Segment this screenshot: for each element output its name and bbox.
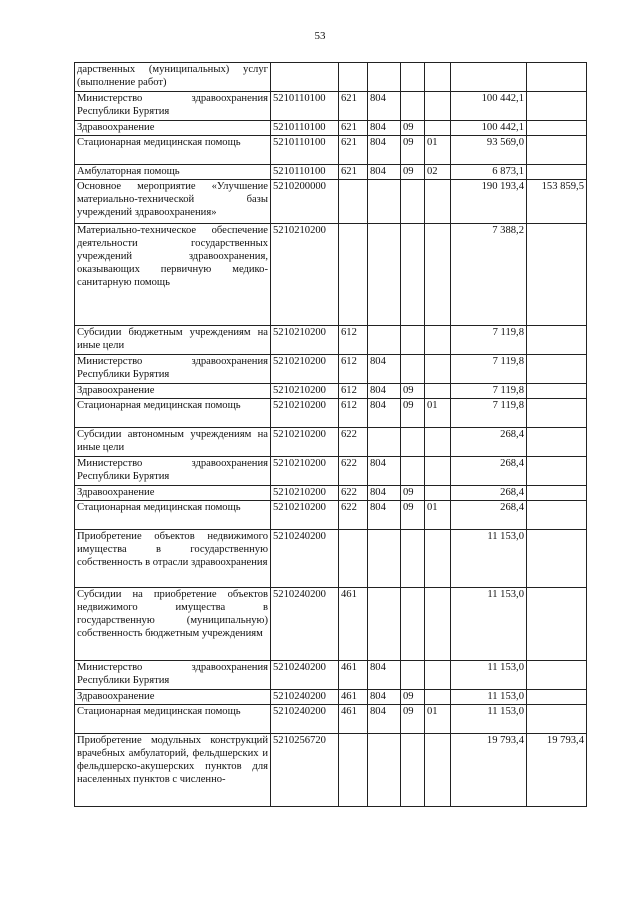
cell-amount: 11 153,0 <box>451 705 527 734</box>
cell-expense-type: 621 <box>339 92 368 121</box>
cell-section: 09 <box>401 384 425 399</box>
cell-section: 09 <box>401 165 425 180</box>
cell-amount-federal <box>527 530 587 588</box>
cell-section <box>401 734 425 807</box>
cell-section <box>401 326 425 355</box>
cell-section: 09 <box>401 399 425 428</box>
cell-section <box>401 92 425 121</box>
cell-amount-federal <box>527 121 587 136</box>
budget-table <box>74 62 587 807</box>
cell-expense-type <box>339 224 368 326</box>
cell-subsection <box>425 92 451 121</box>
cell-amount-federal <box>527 661 587 690</box>
cell-subsection: 01 <box>425 501 451 530</box>
cell-amount-federal <box>527 501 587 530</box>
cell-administrator <box>368 180 401 224</box>
cell-section <box>401 224 425 326</box>
cell-administrator: 804 <box>368 486 401 501</box>
cell-subsection: 01 <box>425 705 451 734</box>
cell-subsection <box>425 486 451 501</box>
cell-subsection: 01 <box>425 399 451 428</box>
table-row <box>75 734 587 807</box>
cell-amount: 7 119,8 <box>451 399 527 428</box>
cell-subsection <box>425 355 451 384</box>
cell-administrator <box>368 530 401 588</box>
cell-target-code: 5210210200 <box>271 486 339 501</box>
cell-name: Стационарная медицинская помощь <box>75 136 271 165</box>
table-row <box>75 457 587 486</box>
cell-expense-type: 622 <box>339 501 368 530</box>
cell-target-code: 5210210200 <box>271 224 339 326</box>
cell-amount-federal <box>527 326 587 355</box>
cell-amount-federal <box>527 457 587 486</box>
table-row <box>75 180 587 224</box>
cell-subsection <box>425 690 451 705</box>
cell-subsection <box>425 384 451 399</box>
cell-subsection <box>425 661 451 690</box>
cell-subsection <box>425 530 451 588</box>
cell-administrator <box>368 63 401 92</box>
cell-amount: 190 193,4 <box>451 180 527 224</box>
cell-administrator: 804 <box>368 384 401 399</box>
table-row <box>75 501 587 530</box>
cell-name: Министерство здравоохранения Республики Бурятия <box>75 355 271 384</box>
cell-target-code <box>271 63 339 92</box>
cell-target-code: 5210210200 <box>271 355 339 384</box>
cell-amount: 268,4 <box>451 501 527 530</box>
cell-amount: 100 442,1 <box>451 92 527 121</box>
cell-expense-type: 621 <box>339 165 368 180</box>
cell-amount: 100 442,1 <box>451 121 527 136</box>
cell-amount: 11 153,0 <box>451 661 527 690</box>
cell-name: Амбулаторная помощь <box>75 165 271 180</box>
cell-administrator: 804 <box>368 399 401 428</box>
budget-table-body <box>75 63 587 807</box>
cell-name: Материально-техническое обеспечение деятельности государственных учреждений здравоохранения, оказывающих первичную медико-санитарную помощь <box>75 224 271 326</box>
cell-administrator: 804 <box>368 690 401 705</box>
cell-expense-type: 622 <box>339 457 368 486</box>
cell-administrator: 804 <box>368 705 401 734</box>
table-row <box>75 355 587 384</box>
table-row <box>75 690 587 705</box>
cell-amount: 19 793,4 <box>451 734 527 807</box>
cell-target-code: 5210110100 <box>271 165 339 180</box>
cell-section <box>401 588 425 661</box>
cell-subsection <box>425 180 451 224</box>
table-row <box>75 326 587 355</box>
cell-section <box>401 355 425 384</box>
cell-amount-federal: 153 859,5 <box>527 180 587 224</box>
cell-expense-type: 612 <box>339 355 368 384</box>
cell-subsection <box>425 63 451 92</box>
cell-amount: 7 388,2 <box>451 224 527 326</box>
table-row <box>75 224 587 326</box>
cell-name: Основное мероприятие «Улучшение материально-технической базы учреждений здравоохранения» <box>75 180 271 224</box>
cell-subsection <box>425 224 451 326</box>
table-row <box>75 428 587 457</box>
cell-subsection <box>425 326 451 355</box>
cell-administrator: 804 <box>368 136 401 165</box>
cell-administrator: 804 <box>368 121 401 136</box>
cell-administrator <box>368 326 401 355</box>
cell-section: 09 <box>401 136 425 165</box>
cell-subsection <box>425 588 451 661</box>
cell-amount: 11 153,0 <box>451 690 527 705</box>
table-row <box>75 92 587 121</box>
cell-name: Стационарная медицинская помощь <box>75 705 271 734</box>
cell-administrator <box>368 224 401 326</box>
cell-subsection: 01 <box>425 136 451 165</box>
cell-amount: 7 119,8 <box>451 326 527 355</box>
cell-target-code: 5210210200 <box>271 457 339 486</box>
table-row <box>75 661 587 690</box>
cell-amount-federal: 19 793,4 <box>527 734 587 807</box>
cell-administrator: 804 <box>368 661 401 690</box>
cell-section: 09 <box>401 690 425 705</box>
cell-amount-federal <box>527 384 587 399</box>
cell-target-code: 5210210200 <box>271 428 339 457</box>
cell-expense-type: 461 <box>339 661 368 690</box>
cell-target-code: 5210240200 <box>271 690 339 705</box>
cell-subsection <box>425 457 451 486</box>
cell-amount-federal <box>527 355 587 384</box>
cell-target-code: 5210200000 <box>271 180 339 224</box>
cell-expense-type <box>339 180 368 224</box>
cell-target-code: 5210256720 <box>271 734 339 807</box>
cell-name: Субсидии на приобретение объектов недвижимого имущества в государственную (муниципальную) собственность бюджетным учреждениям <box>75 588 271 661</box>
cell-amount-federal <box>527 136 587 165</box>
cell-amount: 6 873,1 <box>451 165 527 180</box>
cell-section <box>401 661 425 690</box>
cell-name: Приобретение объектов недвижимого имущества в государственную собственность в отрасли здравоохранения <box>75 530 271 588</box>
cell-name: Министерство здравоохранения Республики Бурятия <box>75 92 271 121</box>
cell-amount: 11 153,0 <box>451 530 527 588</box>
cell-subsection: 02 <box>425 165 451 180</box>
cell-amount-federal <box>527 486 587 501</box>
cell-amount: 11 153,0 <box>451 588 527 661</box>
table-row <box>75 588 587 661</box>
cell-name: Здравоохранение <box>75 486 271 501</box>
cell-expense-type: 622 <box>339 486 368 501</box>
cell-expense-type: 461 <box>339 588 368 661</box>
cell-section <box>401 428 425 457</box>
cell-section <box>401 530 425 588</box>
cell-amount-federal <box>527 705 587 734</box>
cell-amount-federal <box>527 165 587 180</box>
cell-expense-type <box>339 734 368 807</box>
cell-name: Здравоохранение <box>75 690 271 705</box>
cell-name: Субсидии бюджетным учреждениям на иные цели <box>75 326 271 355</box>
cell-section: 09 <box>401 486 425 501</box>
cell-target-code: 5210210200 <box>271 399 339 428</box>
cell-section <box>401 63 425 92</box>
cell-name: Здравоохранение <box>75 384 271 399</box>
cell-administrator: 804 <box>368 165 401 180</box>
cell-administrator <box>368 734 401 807</box>
cell-amount: 268,4 <box>451 428 527 457</box>
cell-target-code: 5210240200 <box>271 661 339 690</box>
cell-expense-type: 612 <box>339 326 368 355</box>
cell-administrator: 804 <box>368 92 401 121</box>
cell-target-code: 5210210200 <box>271 326 339 355</box>
table-row <box>75 486 587 501</box>
cell-subsection <box>425 428 451 457</box>
cell-expense-type: 621 <box>339 136 368 165</box>
cell-expense-type <box>339 63 368 92</box>
cell-amount: 268,4 <box>451 457 527 486</box>
cell-name: Стационарная медицинская помощь <box>75 399 271 428</box>
cell-amount <box>451 63 527 92</box>
cell-section: 09 <box>401 501 425 530</box>
cell-amount-federal <box>527 224 587 326</box>
cell-name: дарственных (муниципальных) услуг (выполнение работ) <box>75 63 271 92</box>
cell-name: Министерство здравоохранения Республики Бурятия <box>75 457 271 486</box>
cell-administrator: 804 <box>368 501 401 530</box>
cell-expense-type <box>339 530 368 588</box>
cell-administrator <box>368 428 401 457</box>
table-row <box>75 165 587 180</box>
cell-amount: 7 119,8 <box>451 355 527 384</box>
cell-expense-type: 621 <box>339 121 368 136</box>
cell-subsection <box>425 121 451 136</box>
cell-target-code: 5210240200 <box>271 588 339 661</box>
cell-name: Приобретение модульных конструкций врачебных амбулаторий, фельдшерских и фельдшерско-акушерских пунктов для населенных пунктов с численно- <box>75 734 271 807</box>
cell-amount-federal <box>527 399 587 428</box>
cell-target-code: 5210210200 <box>271 384 339 399</box>
cell-expense-type: 612 <box>339 384 368 399</box>
cell-amount-federal <box>527 92 587 121</box>
cell-name: Министерство здравоохранения Республики Бурятия <box>75 661 271 690</box>
cell-expense-type: 612 <box>339 399 368 428</box>
page-number: 53 <box>314 30 326 42</box>
cell-section <box>401 457 425 486</box>
cell-name: Стационарная медицинская помощь <box>75 501 271 530</box>
cell-expense-type: 622 <box>339 428 368 457</box>
cell-section: 09 <box>401 121 425 136</box>
cell-amount: 7 119,8 <box>451 384 527 399</box>
table-row <box>75 121 587 136</box>
cell-expense-type: 461 <box>339 690 368 705</box>
cell-target-code: 5210210200 <box>271 501 339 530</box>
cell-target-code: 5210110100 <box>271 136 339 165</box>
table-row <box>75 63 587 92</box>
cell-amount: 93 569,0 <box>451 136 527 165</box>
table-row <box>75 705 587 734</box>
cell-target-code: 5210110100 <box>271 92 339 121</box>
cell-administrator: 804 <box>368 355 401 384</box>
table-row <box>75 399 587 428</box>
table-row <box>75 384 587 399</box>
cell-amount-federal <box>527 690 587 705</box>
cell-target-code: 5210240200 <box>271 530 339 588</box>
cell-section: 09 <box>401 705 425 734</box>
cell-amount-federal <box>527 428 587 457</box>
cell-name: Субсидии автономным учреждениям на иные цели <box>75 428 271 457</box>
cell-name: Здравоохранение <box>75 121 271 136</box>
cell-subsection <box>425 734 451 807</box>
cell-amount: 268,4 <box>451 486 527 501</box>
cell-target-code: 5210110100 <box>271 121 339 136</box>
cell-amount-federal <box>527 63 587 92</box>
cell-administrator <box>368 588 401 661</box>
table-row <box>75 530 587 588</box>
cell-amount-federal <box>527 588 587 661</box>
cell-administrator: 804 <box>368 457 401 486</box>
table-row <box>75 136 587 165</box>
cell-expense-type: 461 <box>339 705 368 734</box>
cell-target-code: 5210240200 <box>271 705 339 734</box>
cell-section <box>401 180 425 224</box>
